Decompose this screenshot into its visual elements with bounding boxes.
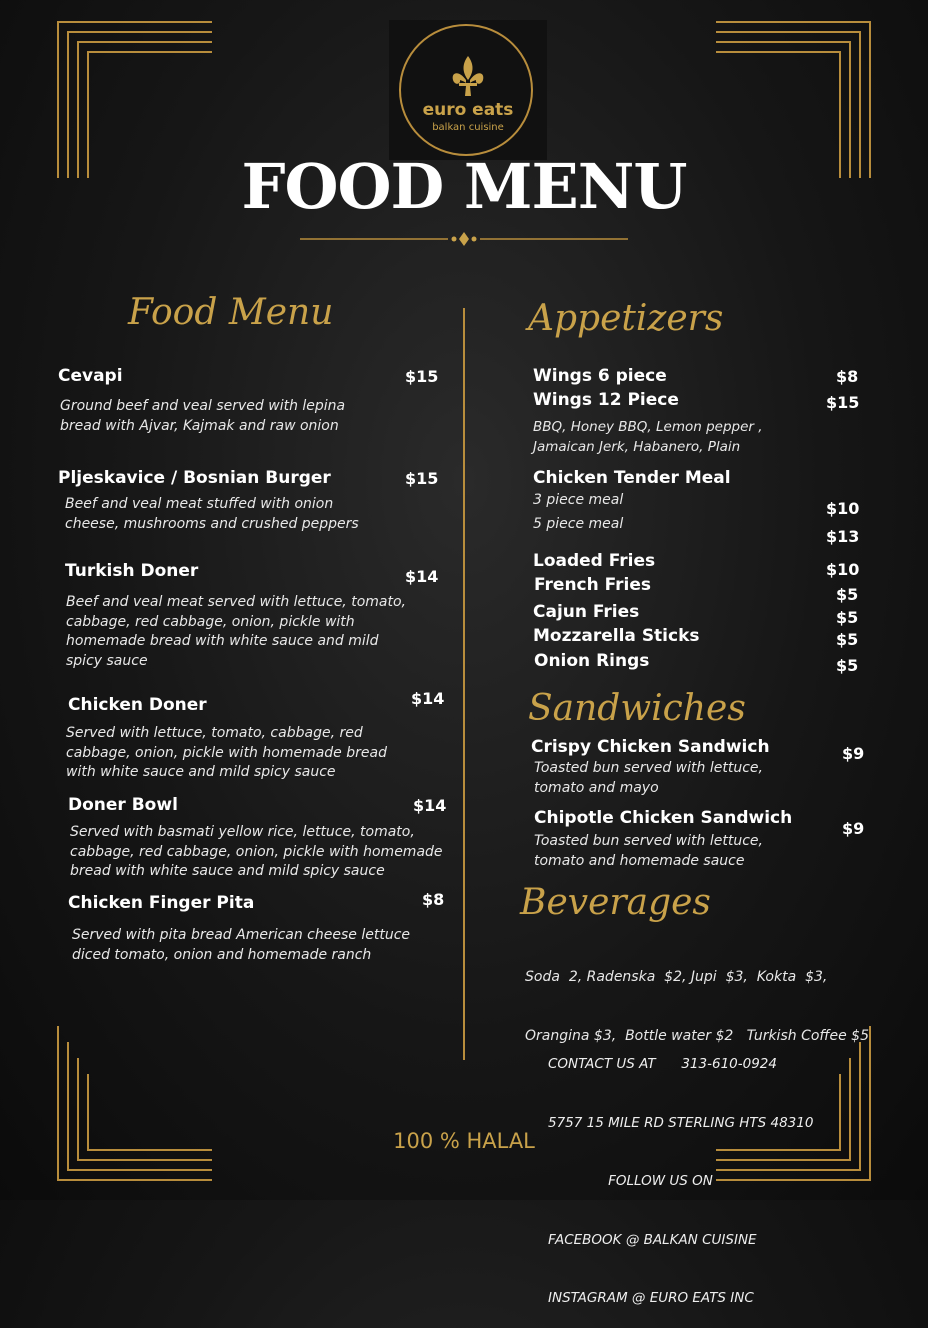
description-line: cabbage, red cabbage, onion, pickle with — [66, 613, 355, 630]
item-option: 5 piece meal — [533, 516, 624, 532]
section-heading-food-menu: Food Menu — [128, 292, 334, 333]
item-name: Chipotle Chicken Sandwich — [534, 808, 793, 828]
description-line: BBQ, Honey BBQ, Lemon pepper , — [533, 419, 763, 435]
description-line: Soda 2, Radenska $2, Jupi $3, Kokta $3, — [525, 969, 828, 985]
description-line: Served with pita bread American cheese lettuce — [72, 927, 411, 943]
item-price: $15 — [405, 367, 439, 386]
contact-instagram: INSTAGRAM @ EURO EATS INC — [548, 1290, 754, 1306]
logo — [389, 20, 547, 160]
description-line: Orangina $3, Bottle water $2 Turkish Coffee $5 — [525, 1027, 869, 1044]
item-description — [70, 823, 443, 882]
item-description — [66, 724, 387, 783]
page-title: FOOD MENU — [241, 150, 687, 223]
section-heading-appetizers: Appetizers — [528, 298, 724, 339]
description-line: cabbage, onion, pickle with homemade bread — [66, 744, 387, 761]
contact-follow: FOLLOW US ON — [548, 1173, 713, 1189]
contact-phone: CONTACT US AT 313-610-0924 — [548, 1056, 777, 1072]
logo-name: euro eats — [422, 100, 514, 120]
description-line: spicy sauce — [66, 652, 148, 669]
item-price: $15 — [826, 393, 860, 412]
item-price: $8 — [836, 367, 859, 386]
description-line: Beef and veal meat stuffed with onion — [65, 496, 334, 512]
description-line: cheese, mushrooms and crushed peppers — [65, 515, 359, 532]
item-name: Chicken Doner — [68, 695, 207, 715]
item-price: $15 — [405, 469, 439, 488]
item-price: $14 — [411, 689, 445, 708]
item-price: $9 — [842, 819, 865, 838]
description-line: bread with white sauce and mild spicy sauce — [70, 863, 385, 879]
description-line: homemade bread with white sauce and mild — [66, 633, 379, 649]
item-price: $14 — [405, 567, 439, 586]
section-heading-beverages: Beverages — [520, 882, 711, 923]
item-price: $5 — [836, 608, 859, 627]
contact-facebook: FACEBOOK @ BALKAN CUISINE — [548, 1231, 757, 1248]
item-price: $10 — [826, 560, 860, 579]
column-divider — [463, 308, 465, 1060]
item-description — [72, 926, 410, 965]
item-price: $9 — [842, 744, 865, 763]
item-price: $5 — [836, 630, 859, 649]
item-option: 3 piece meal — [533, 492, 624, 508]
description-line: Jamaican Jerk, Habanero, Plain — [533, 438, 741, 455]
item-name: Turkish Doner — [65, 561, 199, 581]
fleur-de-lis-icon — [451, 56, 485, 98]
item-name: Wings 6 piece — [533, 366, 667, 386]
title-flourish — [298, 230, 630, 248]
item-price: $5 — [836, 585, 859, 604]
description-line: Ground beef and veal served with lepina — [60, 398, 346, 414]
description-line: tomato and mayo — [534, 779, 659, 796]
description-line: cabbage, red cabbage, onion, pickle with homemade — [70, 843, 443, 860]
item-price: $5 — [836, 656, 859, 675]
description-line: Toasted bun served with lettuce, — [534, 760, 763, 776]
section-heading-sandwiches: Sandwiches — [528, 688, 746, 729]
item-description — [66, 593, 406, 671]
wing-flavors — [533, 418, 763, 457]
description-line: with white sauce and mild spicy sauce — [66, 764, 336, 780]
item-name: Wings 12 Piece — [533, 390, 679, 410]
item-name: Onion Rings — [534, 651, 650, 671]
logo-subtitle: balkan cuisine — [432, 122, 504, 133]
item-description — [60, 397, 345, 436]
description-line: bread with Ajvar, Kajmak and raw onion — [60, 417, 339, 434]
halal-label: 100 % HALAL — [393, 1129, 535, 1153]
item-name: Mozzarella Sticks — [533, 626, 700, 646]
item-name: Pljeskavice / Bosnian Burger — [58, 468, 331, 488]
item-name: Chicken Tender Meal — [533, 468, 731, 488]
contact-info — [548, 1016, 813, 1328]
description-line: Toasted bun served with lettuce, — [534, 833, 763, 849]
item-name: Cevapi — [58, 366, 123, 386]
item-description — [65, 495, 359, 534]
description-line: Beef and veal meat served with lettuce, tomato, — [66, 594, 406, 610]
item-description — [534, 832, 763, 871]
item-price: $14 — [413, 796, 447, 815]
item-name: Cajun Fries — [533, 602, 640, 622]
item-name: Crispy Chicken Sandwich — [531, 737, 770, 757]
item-description — [534, 759, 763, 798]
item-name: Doner Bowl — [68, 795, 178, 815]
description-line: diced tomato, onion and homemade ranch — [72, 946, 372, 963]
description-line: Served with lettuce, tomato, cabbage, red — [66, 725, 363, 741]
item-name: French Fries — [534, 575, 652, 595]
contact-address: 5757 15 MILE RD STERLING HTS 48310 — [548, 1114, 814, 1131]
item-name: Chicken Finger Pita — [68, 893, 255, 913]
description-line: tomato and homemade sauce — [534, 852, 745, 869]
item-price: $10 — [826, 499, 860, 518]
corner-ornament-bottom-left — [56, 1022, 216, 1182]
item-price: $13 — [826, 527, 860, 546]
item-name: Loaded Fries — [533, 551, 656, 571]
item-price: $8 — [422, 890, 445, 909]
description-line: Served with basmati yellow rice, lettuce, tomato, — [70, 824, 415, 840]
